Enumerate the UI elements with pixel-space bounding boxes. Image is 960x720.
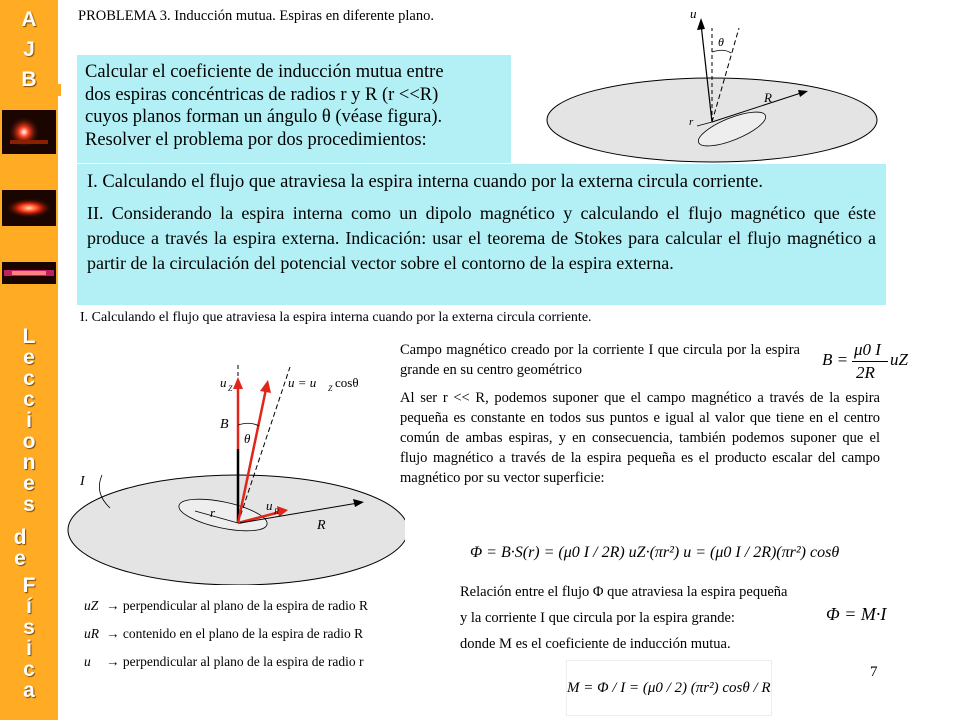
label-uZ: u [220,375,227,390]
formula-M: M = Φ / I = (μ0 / 2) (πr²) cosθ / R [566,660,772,716]
legend-row [84,598,368,614]
section-heading: I. Calculando el flujo que atraviesa la espira interna cuando por la externa circula corriente. [80,310,592,325]
sidebar-letter: a [23,679,35,702]
statement-line: dos espiras concéntricas de radios r y R (r <<R) [85,84,439,105]
sidebar-letter: c [23,388,35,411]
sidebar-letter: L [22,325,36,348]
label-R: R [764,90,772,105]
label-r: r [210,505,216,520]
statement-line: cuyos planos forman un ángulo θ (véase figura). [85,107,443,127]
method-two-box: II. Considerando la espira interna como un dipolo magnético y calculando el flujo magnético que éste produce a través la espira externa. Indicación: usar el teorema de Stokes para calcular el flujo magnético a partir de la circulación del potencial vector sobre el contorno de la espira externa. [77,200,886,305]
svg-text:R: R [274,507,279,516]
assumption-text: Al ser r << R, podemos suponer que el campo magnético a través de la espira pequeña es constante en todos sus puntos e igual al valor que tiene en el centro común de ambas espiras, y en consecuencia, también podemos suponer que el flujo magnético a través de la espira pequeña es el producto escalar del campo magnético por su vector superficie: [400,390,880,486]
formula-B-vec: uZ [890,350,908,369]
normal-u-arrowhead [697,18,705,30]
relation-line-3: donde M es el coeficiente de inducción mutua. [460,636,731,652]
legend-text: → perpendicular al plano de la espira de radio R [106,598,369,613]
statement-line: Resolver el problema por dos procedimientos: [85,129,427,150]
sidebar-letter: e [23,472,35,495]
label-theta: θ [244,431,251,446]
legend-symbol: uR [84,626,99,641]
sidebar-letter: n [22,451,36,474]
sidebar-accent [57,84,61,96]
photo-spectrum [2,262,56,284]
label-uR: u [266,498,273,513]
sidebar-letter: A [21,8,37,31]
label-u-equation: u = u [288,375,317,390]
photo-laser [2,190,56,226]
formula-B [818,340,908,384]
page-number: 7 [870,664,878,680]
legend-symbol: uZ [84,598,99,613]
sidebar-letter: B [21,68,37,91]
label-u: u [690,6,697,21]
theta-arc [712,50,731,53]
label-theta: θ [718,35,724,49]
sidebar-letter: J [23,38,35,61]
page-title: PROBLEMA 3. Inducción mutua. Espiras en diferente plano. [78,8,434,24]
legend-text: → perpendicular al plano de la espira de radio r [106,654,364,669]
photo-red-glow [2,110,56,154]
legend-row [84,654,364,670]
sidebar-letter: s [23,493,35,516]
label-cos: cosθ [335,375,359,390]
top-figure [540,0,900,165]
sidebar-letter: i [26,637,32,660]
legend-text: → contenido en el plano de la espira de radio R [106,626,364,641]
main-figure [60,325,405,585]
problem-statement [77,55,511,163]
sidebar-letter: s [23,616,35,639]
sidebar-letter: o [22,430,36,453]
label-B: B [220,417,229,432]
field-description: Campo magnético creado por la corriente I que circula por la espira grande en su centro geométrico [400,342,800,378]
sidebar-letter: e [23,346,35,369]
sidebar-letter: í [26,595,32,618]
sidebar-letter: e [14,547,26,570]
legend-symbol: u [84,654,91,669]
label-I: I [80,474,85,489]
formula-flux: Φ = B·S(r) = (μ0 I / 2R) uZ·(πr²) u = (μ0 I / 2R)(πr²) cosθ [470,535,855,571]
theta-arc [238,423,259,426]
sidebar-letter: c [23,367,35,390]
legend-row [84,626,363,642]
statement-line: Calcular el coeficiente de inducción mutua entre [85,62,444,82]
sidebar-letter: F [22,574,36,597]
method-one-box: I. Calculando el flujo que atraviesa la espira interna cuando por la externa circula corriente. [77,164,886,200]
formula-B-num: μ0 I [854,340,881,359]
sidebar [0,0,58,720]
formula-B-lhs: B = [822,350,849,369]
formula-phi-MI: Φ = M·I [826,604,887,624]
sidebar-letter: i [26,409,32,432]
label-r: r [689,116,694,128]
svg-text:Z: Z [228,384,233,393]
sidebar-letter: d [13,526,27,549]
relation-line-2: y la corriente I que circula por la espira grande: [460,610,735,626]
formula-B-den: 2R [856,363,875,382]
svg-text:Z: Z [328,384,333,393]
relation-line-1: Relación entre el flujo Φ que atraviesa la espira pequeña [460,584,788,600]
sidebar-letter: c [23,658,35,681]
label-R: R [317,518,326,533]
